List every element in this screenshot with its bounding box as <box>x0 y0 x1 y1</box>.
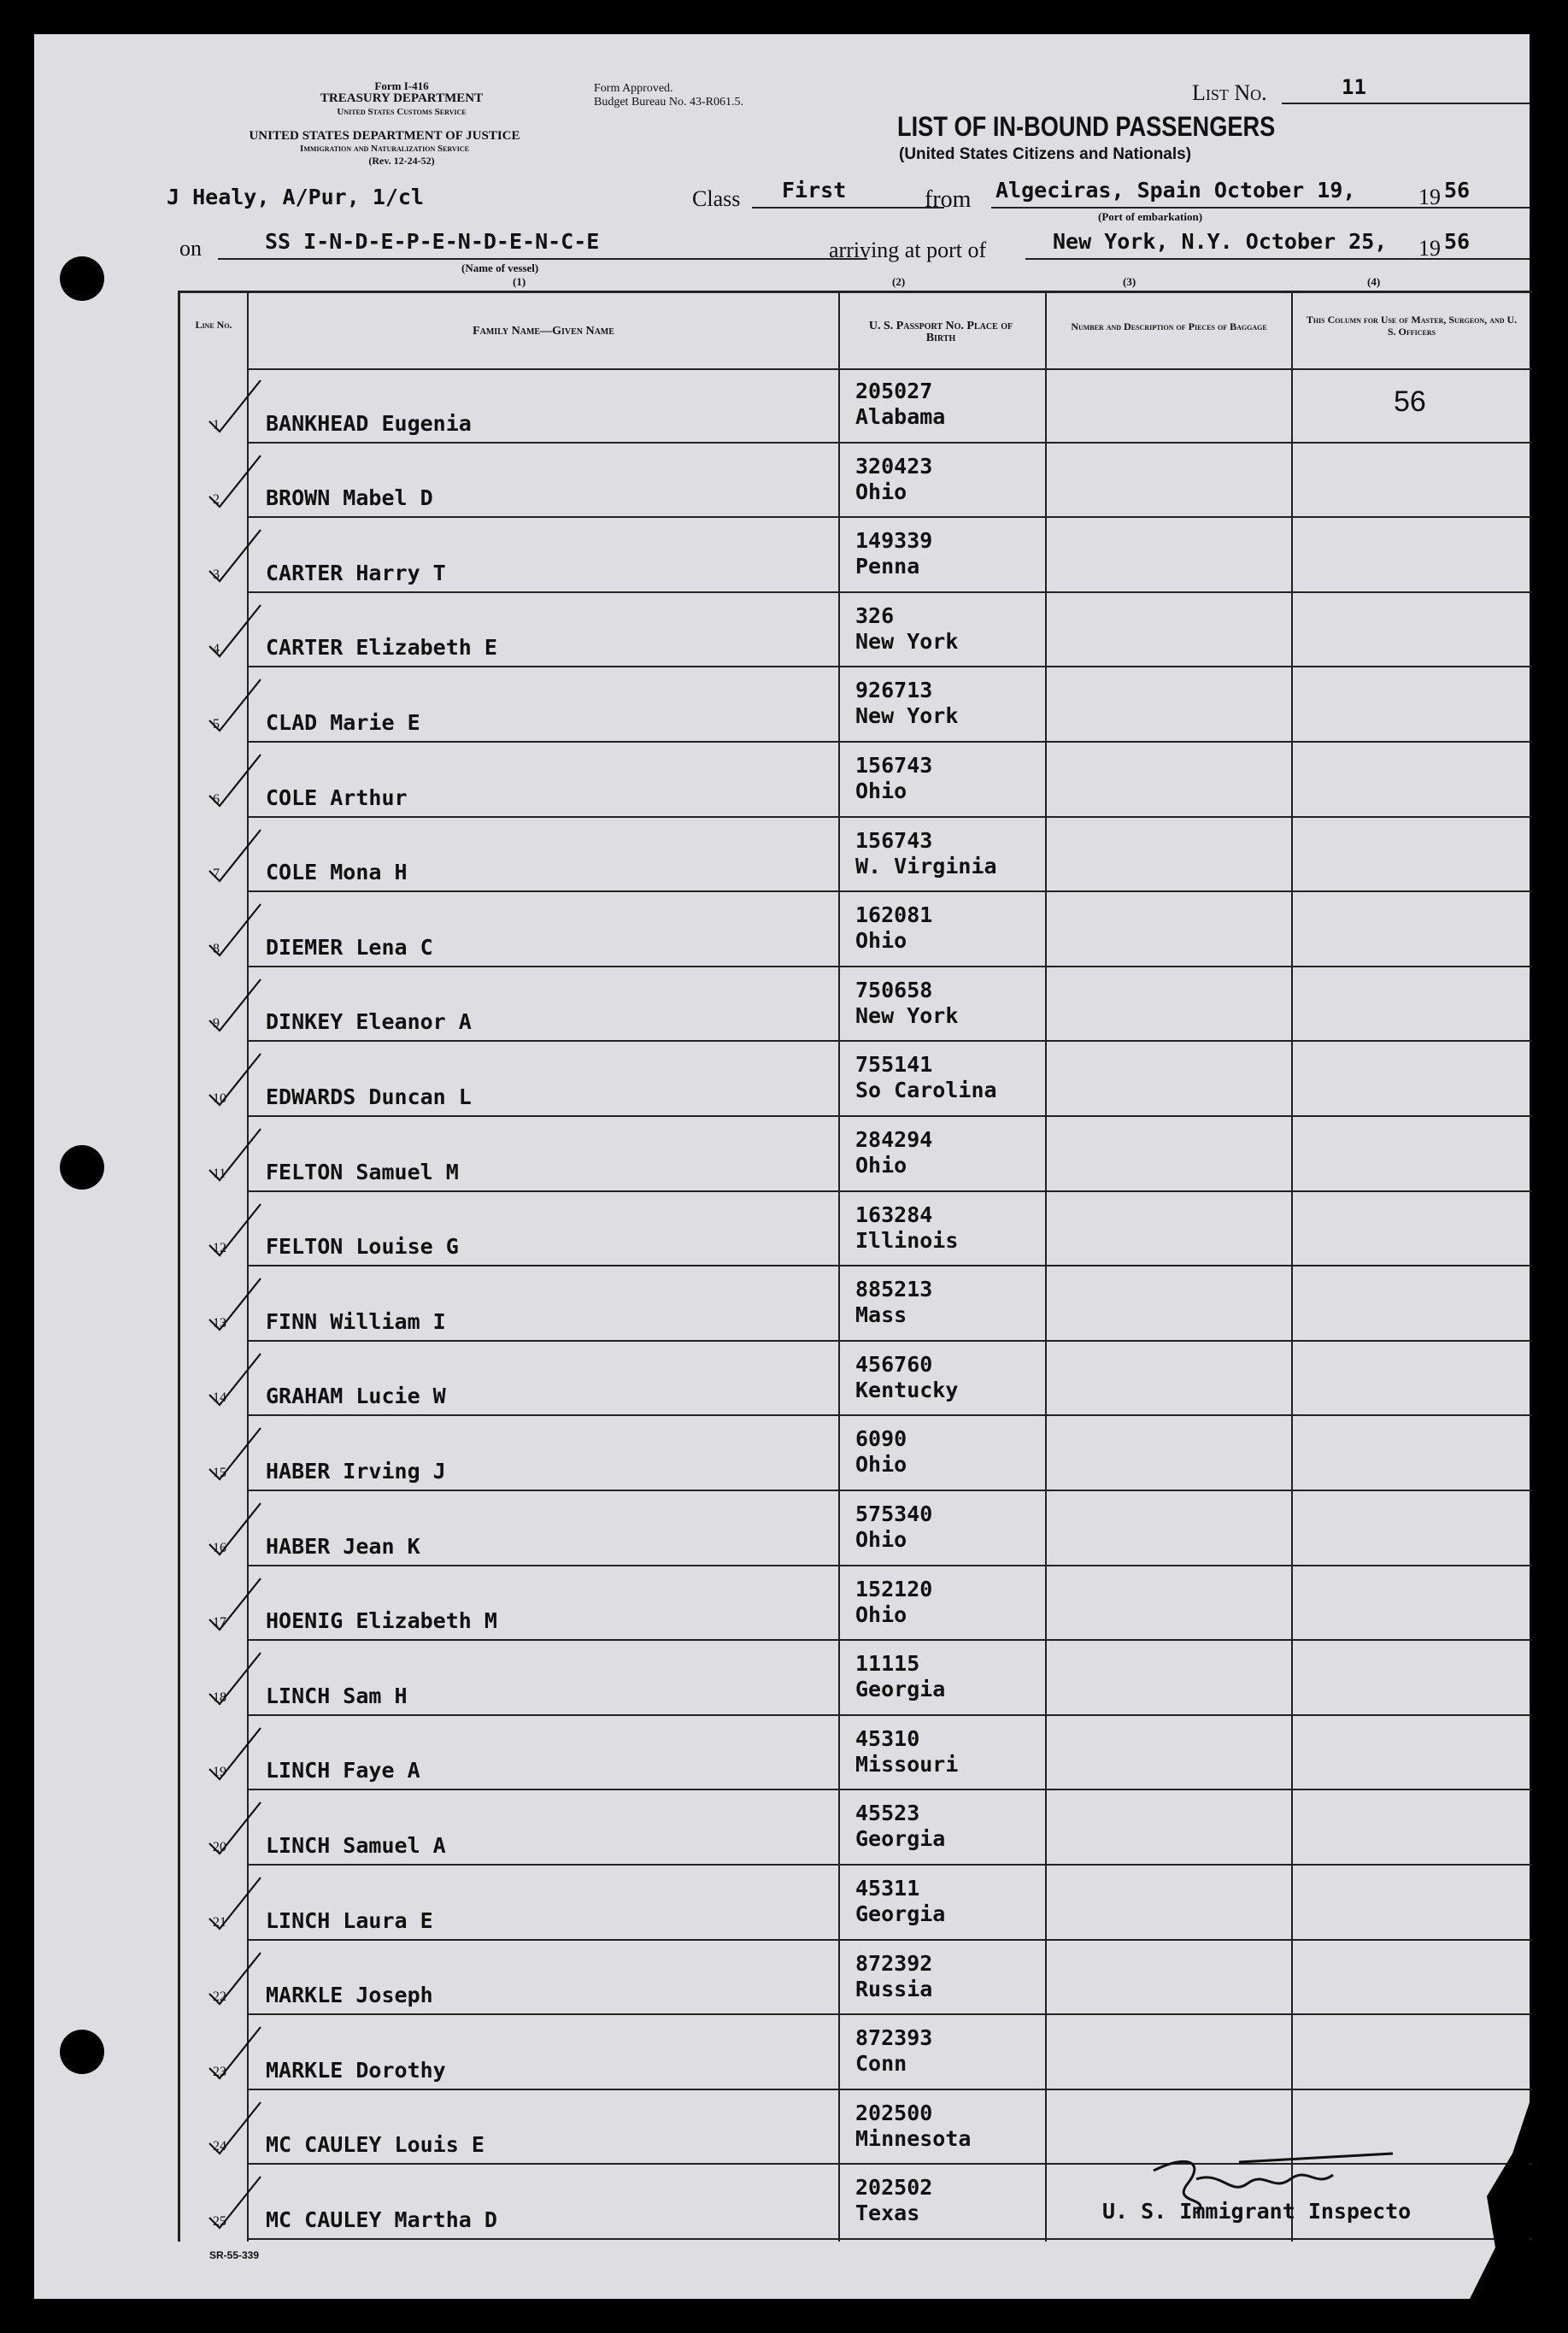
passport-number: 45523 <box>855 1801 920 1826</box>
passport-number: 326 <box>855 602 895 628</box>
passenger-name: FELTON Samuel M <box>266 1159 459 1184</box>
check-mark <box>201 1799 269 1859</box>
arrive-year: 56 <box>1444 229 1471 254</box>
passport-number: 202500 <box>855 2100 933 2125</box>
passenger-name: HABER Irving J <box>266 1458 446 1484</box>
list-no-label: List No. <box>1192 80 1267 105</box>
check-mark <box>201 452 269 512</box>
inspector-label: U. S. Immigrant Inspecto <box>1102 2199 1412 2224</box>
on-label: on <box>179 236 202 261</box>
check-mark <box>201 901 269 961</box>
punch-hole <box>60 1145 104 1190</box>
table-row <box>180 1416 1532 1491</box>
check-mark <box>201 526 269 586</box>
budget-bureau: Budget Bureau No. 43-R061.5. <box>594 96 743 109</box>
table-row <box>180 1641 1532 1716</box>
passport-number: 45310 <box>855 1725 920 1751</box>
table-row <box>180 1566 1532 1642</box>
embark-port-date: Algeciras, Spain October 19, <box>995 178 1356 203</box>
place-of-birth: Penna <box>855 554 920 579</box>
passenger-name: CARTER Elizabeth E <box>266 635 497 661</box>
table-row <box>180 1342 1532 1417</box>
row-line-number: 15 <box>213 1465 226 1480</box>
passenger-name: LINCH Sam H <box>266 1683 408 1708</box>
check-mark <box>201 1949 269 2009</box>
table-row <box>180 1491 1532 1566</box>
col-num-3: (3) <box>1123 275 1136 288</box>
manifest-page <box>34 34 1530 2299</box>
from-year-prefix: 19 <box>1418 185 1441 209</box>
page-title: LIST OF IN-BOUND PASSENGERS <box>897 111 1276 142</box>
check-mark <box>201 2024 269 2083</box>
check-mark <box>201 1050 269 1110</box>
row-line-number: 19 <box>213 1765 226 1780</box>
row-line-number: 7 <box>213 867 220 882</box>
place-of-birth: Ohio <box>855 1601 907 1627</box>
place-of-birth: Georgia <box>855 1901 946 1926</box>
passport-number: 6090 <box>855 1426 907 1452</box>
passenger-name: GRAHAM Lucie W <box>266 1384 446 1409</box>
from-label: from <box>925 186 972 213</box>
table-row <box>180 1866 1532 1941</box>
check-mark <box>201 1874 269 1934</box>
passenger-name: EDWARDS Duncan L <box>266 1084 472 1109</box>
list-no-value: 11 <box>1342 75 1366 99</box>
place-of-birth: Georgia <box>855 1677 946 1702</box>
table-row <box>180 593 1532 668</box>
place-of-birth: Minnesota <box>855 2125 972 2151</box>
justice-dept: UNITED STATES DEPARTMENT OF JUSTICE <box>249 129 520 143</box>
passenger-name: MARKLE Dorothy <box>266 2057 446 2083</box>
passenger-name: MARKLE Joseph <box>266 1983 433 2008</box>
row-line-number: 3 <box>213 567 220 582</box>
passport-number: 320423 <box>855 453 933 479</box>
page-subtitle: (United States Citizens and Nationals) <box>899 145 1192 163</box>
passport-number: 162081 <box>855 902 933 928</box>
table-row <box>180 444 1532 519</box>
table-row <box>180 368 1532 444</box>
check-mark <box>201 1649 269 1709</box>
check-mark <box>201 1500 269 1560</box>
passport-number: 156743 <box>855 753 933 778</box>
vessel-caption: (Name of vessel) <box>461 262 539 274</box>
row-line-number: 22 <box>213 1989 226 2005</box>
col-name: Family Name—Given Name <box>473 325 614 338</box>
table-row <box>180 743 1532 818</box>
check-mark <box>201 2099 269 2159</box>
row-line-number: 1 <box>213 417 220 432</box>
check-mark <box>201 1725 269 1784</box>
row-line-number: 13 <box>213 1315 226 1331</box>
table-row <box>180 1941 1532 2016</box>
passenger-name: COLE Mona H <box>266 860 408 885</box>
passenger-name: CLAD Marie E <box>266 709 420 735</box>
place-of-birth: Ohio <box>855 1452 907 1478</box>
place-of-birth: Georgia <box>855 1826 946 1852</box>
passport-number: 11115 <box>855 1651 920 1677</box>
form-approved: Form Approved. <box>594 82 673 95</box>
passenger-name: MC CAULEY Louis E <box>266 2132 484 2158</box>
table-row <box>180 892 1532 967</box>
row-line-number: 16 <box>213 1540 226 1555</box>
revision: (Rev. 12-24-52) <box>368 155 435 167</box>
passenger-name: HOENIG Elizabeth M <box>266 1608 497 1634</box>
table-row <box>180 1790 1532 1866</box>
row-line-number: 8 <box>213 941 220 956</box>
passport-number: 755141 <box>855 1052 933 1078</box>
table-row <box>180 1266 1532 1342</box>
passenger-name: BROWN Mabel D <box>266 485 433 511</box>
col-num-2: (2) <box>892 275 906 288</box>
table-row <box>180 1042 1532 1117</box>
passport-number: 152120 <box>855 1576 933 1601</box>
passenger-name: COLE Arthur <box>266 785 408 810</box>
check-mark <box>201 1575 269 1635</box>
check-mark <box>201 826 269 886</box>
check-mark <box>201 1425 269 1484</box>
place-of-birth: New York <box>855 1002 959 1028</box>
col-num-1: (1) <box>513 275 526 288</box>
place-of-birth: Illinois <box>855 1227 959 1253</box>
row-line-number: 10 <box>213 1090 226 1106</box>
passport-number: 872393 <box>855 2025 933 2051</box>
passenger-name: DINKEY Eleanor A <box>266 1009 472 1035</box>
arrive-year-prefix: 19 <box>1418 236 1441 261</box>
passenger-name: BANKHEAD Eugenia <box>266 410 472 436</box>
table-row <box>180 1117 1532 1192</box>
footer-code: SR-55-339 <box>209 2249 260 2261</box>
passport-number: 205027 <box>855 379 933 403</box>
place-of-birth: Texas <box>855 2201 920 2226</box>
passport-number: 456760 <box>855 1351 933 1377</box>
torn-corner <box>1393 2102 1530 2299</box>
port-embark-caption: (Port of embarkation) <box>1098 210 1203 223</box>
table-row <box>180 1192 1532 1267</box>
check-mark <box>201 1125 269 1185</box>
place-of-birth: Ohio <box>855 1153 907 1178</box>
passport-number: 872392 <box>855 1950 933 1976</box>
passenger-name: FELTON Louise G <box>266 1234 459 1260</box>
row-line-number: 14 <box>213 1390 226 1406</box>
col-baggage: Number and Description of Pieces of Baggage <box>1071 320 1267 332</box>
row-line-number: 20 <box>213 1839 226 1854</box>
passport-number: 163284 <box>855 1202 933 1227</box>
place-of-birth: Conn <box>855 2051 907 2077</box>
passport-number: 202502 <box>855 2175 933 2201</box>
table-row <box>180 818 1532 893</box>
row-line-number: 11 <box>213 1166 226 1181</box>
col-officers: This Column for Use of Master, Surgeon, and U. S. Officers <box>1306 314 1518 338</box>
check-mark <box>201 751 269 811</box>
row-line-number: 23 <box>213 2064 226 2079</box>
place-of-birth: Ohio <box>855 928 907 954</box>
class-value: First <box>782 178 847 203</box>
passenger-name: DIEMER Lena C <box>266 934 433 960</box>
punch-hole <box>60 2030 104 2074</box>
check-mark <box>201 1201 269 1261</box>
col-passport: U. S. Passport No. Place of Birth <box>868 320 1013 344</box>
check-mark <box>201 676 269 736</box>
passenger-name: HABER Jean K <box>266 1533 420 1559</box>
place-of-birth: So Carolina <box>855 1078 997 1103</box>
row-line-number: 21 <box>213 1914 226 1930</box>
place-of-birth: Ohio <box>855 479 907 504</box>
table-row <box>180 1716 1532 1791</box>
class-label: Class <box>692 186 741 211</box>
passport-number: 149339 <box>855 528 933 554</box>
check-mark <box>201 1350 269 1410</box>
from-year: 56 <box>1444 178 1471 203</box>
row-line-number: 5 <box>213 716 220 732</box>
passport-number: 45311 <box>855 1876 920 1901</box>
check-mark <box>201 1275 269 1335</box>
passenger-name: LINCH Faye A <box>266 1758 420 1784</box>
purser-name: J Healy, A/Pur, 1/cl <box>167 185 425 209</box>
place-of-birth: New York <box>855 628 959 654</box>
passenger-table <box>178 291 1532 2242</box>
row-line-number: 6 <box>213 791 220 807</box>
passenger-name: LINCH Samuel A <box>266 1832 446 1858</box>
passport-number: 575340 <box>855 1501 933 1526</box>
passport-number: 885213 <box>855 1277 933 1302</box>
row-line-number: 12 <box>213 1241 226 1256</box>
place-of-birth: Mass <box>855 1302 907 1328</box>
arrival-port-date: New York, N.Y. October 25, <box>1053 229 1388 254</box>
passenger-name: MC CAULEY Martha D <box>266 2207 497 2232</box>
passport-number: 926713 <box>855 678 933 703</box>
ins-service: Immigration and Naturalization Service <box>300 144 469 154</box>
place-of-birth: Alabama <box>855 404 946 429</box>
table-row <box>180 667 1532 743</box>
passenger-name: CARTER Harry T <box>266 560 446 585</box>
vessel-name: SS I-N-D-E-P-E-N-D-E-N-C-E <box>265 229 600 254</box>
row-line-number: 2 <box>213 492 220 508</box>
arriving-label: arriving at port of <box>829 238 987 262</box>
treasury-dept: TREASURY DEPARTMENT <box>320 91 484 105</box>
check-mark <box>201 602 269 661</box>
row-line-number: 18 <box>213 1690 226 1705</box>
row-line-number: 4 <box>213 642 220 657</box>
place-of-birth: Missouri <box>855 1751 959 1777</box>
place-of-birth: Ohio <box>855 1527 907 1552</box>
check-mark <box>201 976 269 1036</box>
table-row <box>180 967 1532 1043</box>
passport-number: 156743 <box>855 827 933 853</box>
table-row <box>180 518 1532 593</box>
passenger-name: LINCH Laura E <box>266 1907 433 1933</box>
customs-service: United States Customs Service <box>337 107 467 117</box>
col-line-no: Line No. <box>195 319 232 331</box>
officer-count-note: 56 <box>1394 385 1426 418</box>
row-line-number: 24 <box>213 2139 226 2154</box>
check-mark <box>201 2173 269 2233</box>
passport-number: 284294 <box>855 1127 933 1152</box>
place-of-birth: W. Virginia <box>855 853 997 879</box>
place-of-birth: Ohio <box>855 779 907 803</box>
row-line-number: 25 <box>213 2213 226 2229</box>
passport-number: 750658 <box>855 977 933 1002</box>
table-row <box>180 2015 1532 2090</box>
place-of-birth: New York <box>855 703 959 729</box>
row-line-number: 9 <box>213 1016 220 1031</box>
passenger-name: FINN William I <box>266 1308 446 1334</box>
col-num-4: (4) <box>1367 275 1381 288</box>
row-line-number: 17 <box>213 1615 226 1631</box>
check-mark <box>201 377 269 437</box>
place-of-birth: Kentucky <box>855 1377 959 1402</box>
form-number: Form I-416 <box>374 79 429 92</box>
place-of-birth: Russia <box>855 1976 933 2001</box>
punch-hole <box>60 256 104 301</box>
